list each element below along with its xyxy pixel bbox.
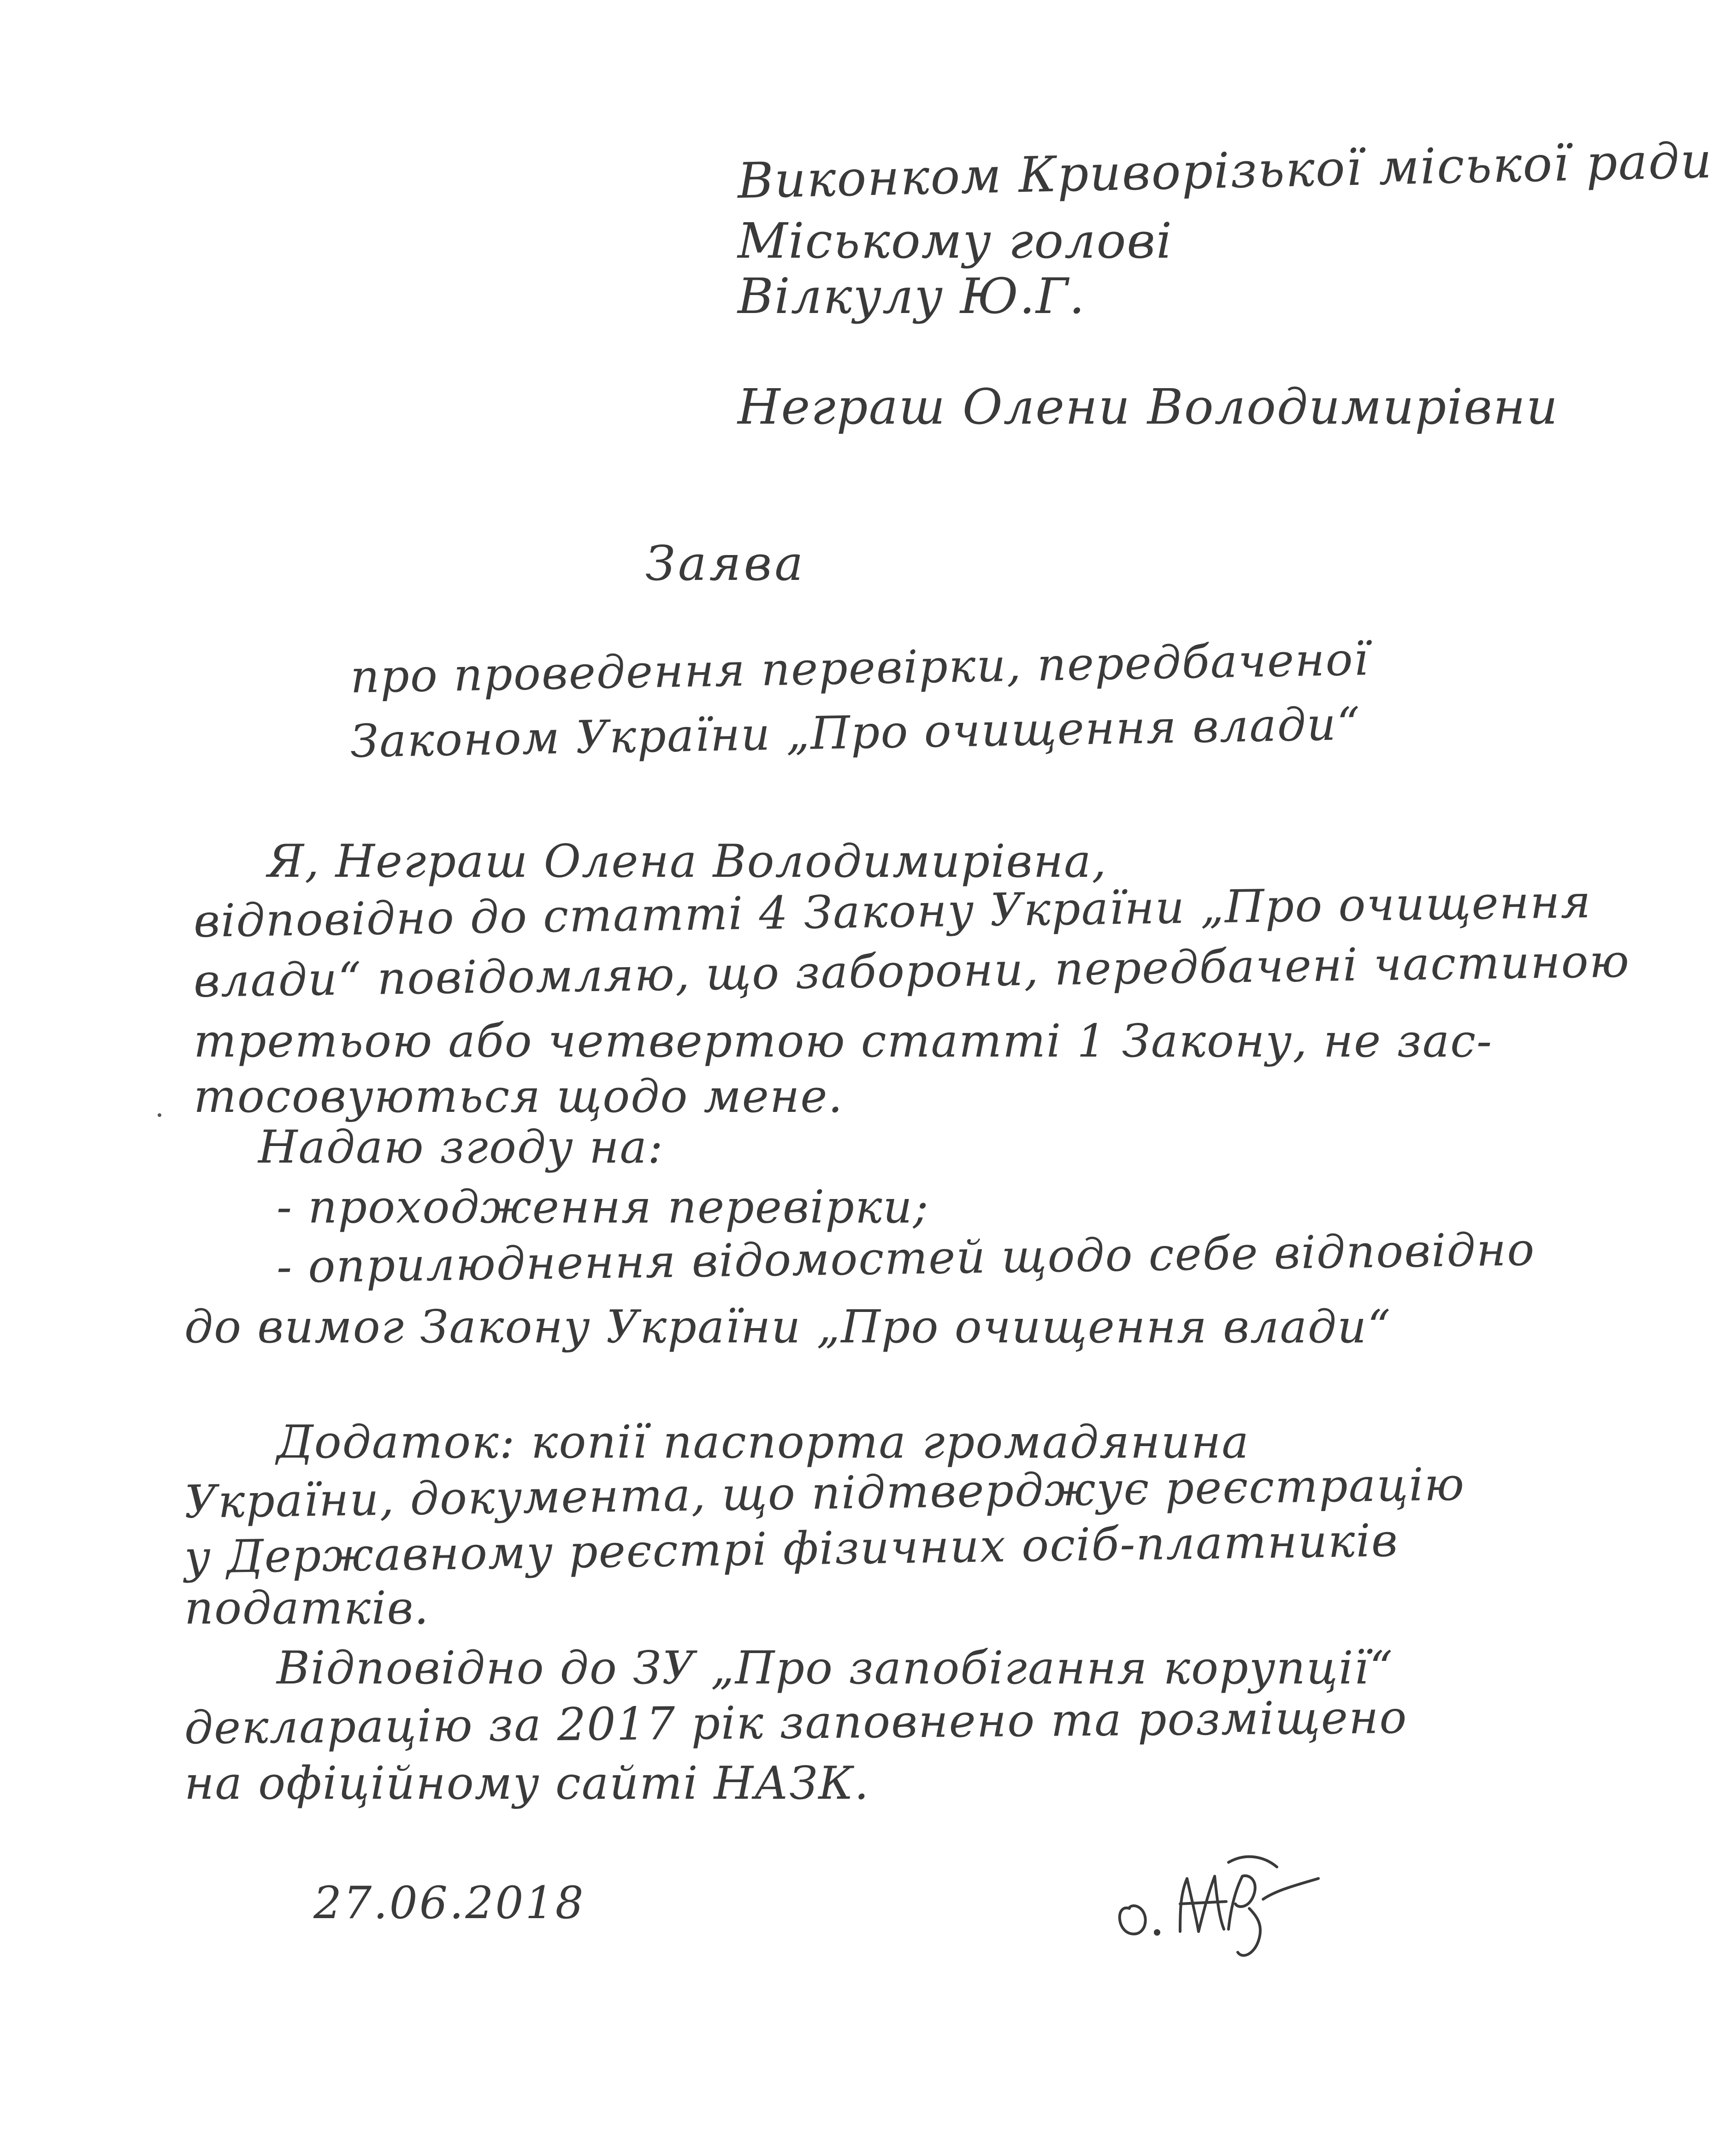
body-line-4: третьою або четвертою статті 1 Закону, не зас-	[194, 1015, 1493, 1068]
addressee-line-1: Виконком Криворізької міської ради	[737, 132, 1713, 209]
consent-item-2: - оприлюднення відомостей щодо себе відповідно	[276, 1223, 1536, 1294]
declaration-line-3: на офіційному сайті НАЗК.	[184, 1757, 870, 1810]
body-line-1: Я, Неграш Олена Володимирівна,	[267, 835, 1107, 888]
attachment-line-1: Додаток: копії паспорта громадянина	[277, 1416, 1250, 1469]
addressee-line-3: Вілкулу Ю.Г.	[738, 268, 1086, 325]
document-date: 27.06.2018	[313, 1877, 585, 1929]
attachment-line-3: у Державному реєстрі фізичних осіб-платників	[184, 1514, 1399, 1584]
declaration-line-2: декларацію за 2017 рік заповнено та розміщено	[184, 1691, 1408, 1754]
handwritten-signature	[1111, 1835, 1351, 1973]
body-line-5: тосовуються щодо мене.	[194, 1070, 844, 1123]
body-line-2: відповідно до статті 4 Закону України „Про очищення	[193, 875, 1592, 948]
subject-line-2: Законом України „Про очищення влади“	[350, 697, 1361, 768]
addressee-line-2: Міському голові	[738, 213, 1173, 269]
consent-item-2-cont: до вимог Закону України „Про очищення влади“	[184, 1301, 1392, 1353]
sender-name: Неграш Олени Володимирівни	[738, 378, 1559, 435]
declaration-line-1: Відповідно до ЗУ „Про запобігання корупції“	[277, 1642, 1394, 1695]
attachment-line-4: податків.	[184, 1582, 430, 1635]
consent-item-1: - проходження перевірки;	[277, 1181, 929, 1234]
document-title: Заява	[645, 535, 806, 591]
attachment-line-2: України, документа, що підтверджує реєстрацію	[184, 1458, 1465, 1529]
subject-line-1: про проведення перевірки, передбаченої	[350, 633, 1370, 703]
margin-pen-dot	[158, 1113, 161, 1117]
body-line-3: влади“ повідомляю, що заборони, передбачені частиною	[193, 935, 1630, 1008]
consent-heading: Надаю згоду на:	[258, 1121, 664, 1174]
